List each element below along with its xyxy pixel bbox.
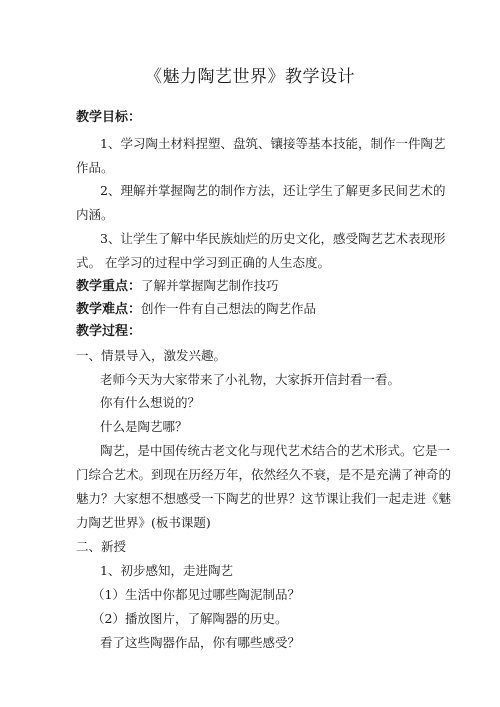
- section-2-para-last: 看了这些陶器作品，你有哪些感受？: [100, 635, 301, 650]
- section-1-para-3: 什么是陶艺哪？: [100, 419, 188, 434]
- goal-1-line-2: 作品。: [76, 160, 114, 175]
- section-1-para-2: 你有什么想说的？: [100, 395, 201, 410]
- key-point-line: [76, 278, 279, 295]
- document-title: 《魅力陶艺世界》教学设计: [145, 67, 355, 87]
- section-1-para-4-line-1: 陶艺，是中国传统古老文化与现代艺术结合的艺术形式。它是一: [100, 443, 451, 458]
- goal-1-line-1: 1、学习陶土材料捏塑、盘筑、镶接等基本技能，制作一件陶艺: [100, 136, 446, 151]
- process-heading: 教学过程：: [76, 324, 142, 339]
- section-1-para-4-line-2: 门综合艺术。到现在历经万年，依然经久不衰，是不是充满了神奇的: [76, 467, 452, 482]
- goals-heading: 教学目标：: [76, 110, 142, 125]
- section-2-item-1b: （2）播放图片，了解陶器的历史。: [92, 611, 288, 626]
- goal-2-line-2: 内涵。: [76, 207, 114, 222]
- key-point-label: 教学重点：: [76, 279, 142, 294]
- goal-3-line-1: 3、让学生了解中华民族灿烂的历史文化，感受陶艺艺术表现形: [100, 231, 446, 246]
- section-1-para-4-line-4: 力陶艺世界》(板书课题): [76, 515, 211, 530]
- key-point-text: 了解并掌握陶艺制作技巧: [141, 278, 279, 293]
- section-1-para-1: 老师今天为大家带来了小礼物，大家拆开信封看一看。: [100, 372, 401, 387]
- difficulty-line: [76, 301, 316, 318]
- section-1-para-4-line-3: 魅力？大家想不想感受一下陶艺的世界？这节课让我们一起走进《魅: [76, 491, 452, 506]
- section-1-heading: 一、情景导入，激发兴趣。: [76, 348, 227, 363]
- section-2-heading: 二、新授: [76, 539, 127, 554]
- section-2-item-1: 1、初步感知，走进陶艺: [100, 563, 233, 578]
- difficulty-label: 教学难点：: [76, 302, 142, 317]
- goal-3-line-2: 式。 在学习的过程中学习到正确的人生态度。: [76, 255, 330, 270]
- difficulty-text: 创作一件有自己想法的陶艺作品: [141, 301, 317, 316]
- goal-2-line-1: 2、理解并掌握陶艺的制作方法，还让学生了解更多民间艺术的: [100, 183, 446, 198]
- section-2-item-1a: （1）生活中你都见过哪些陶泥制品？: [92, 587, 300, 602]
